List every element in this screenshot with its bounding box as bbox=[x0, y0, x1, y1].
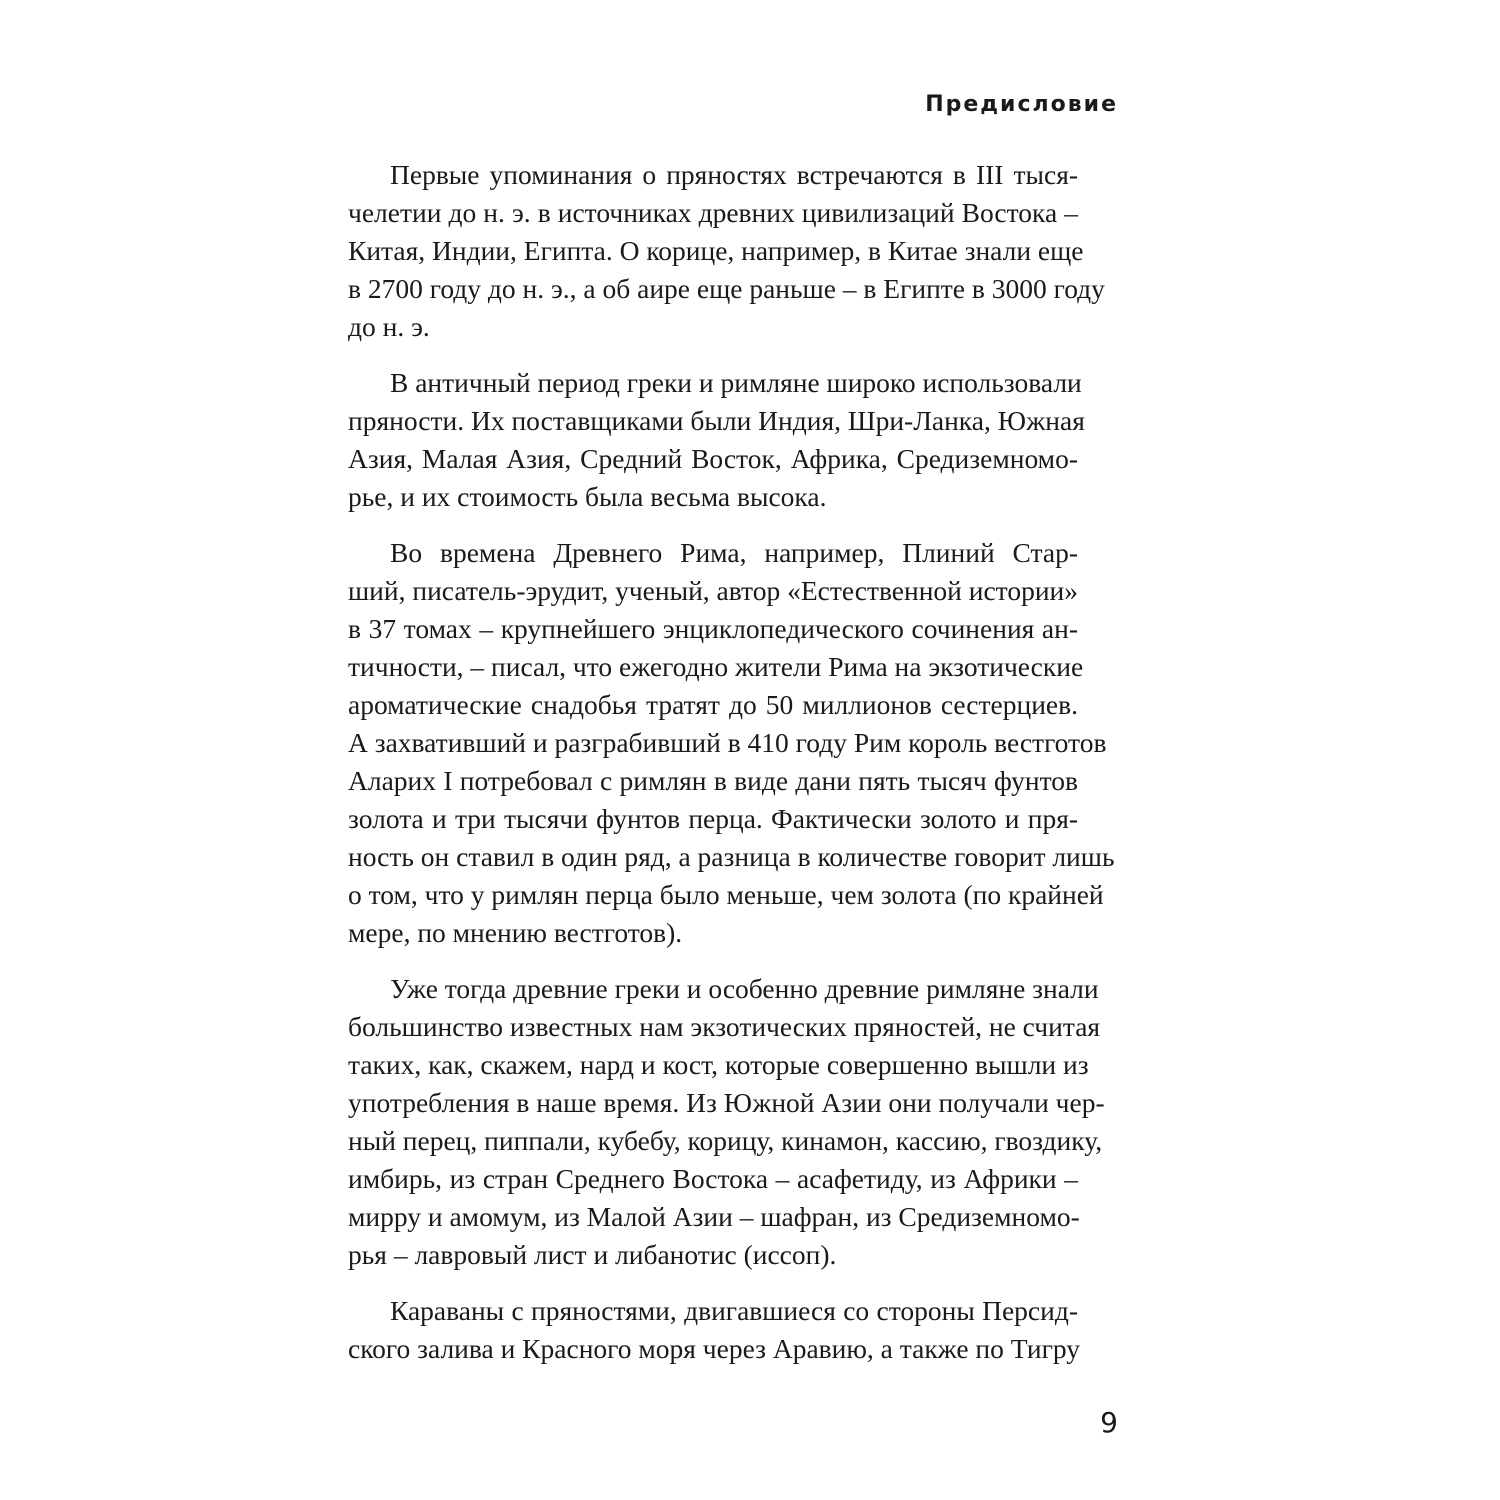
running-head: Предисловие bbox=[925, 92, 1118, 117]
paragraph-gap bbox=[348, 952, 1078, 970]
text-line: до н. э. bbox=[348, 311, 430, 342]
body-text bbox=[348, 156, 1115, 1368]
text-line: ароматические снадобья тратят до 50 миллионов сестерциев. bbox=[348, 689, 1078, 720]
text-line: Первые упоминания о пряностях встречаются в III тыся- bbox=[390, 159, 1078, 190]
text-line: ший, писатель-эрудит, ученый, автор «Естественной истории» bbox=[348, 575, 1079, 606]
paragraph bbox=[348, 364, 1085, 516]
text-line: ный перец, пиппали, кубебу, корицу, кинамон, кассию, гвоздику, bbox=[348, 1125, 1103, 1156]
text-line: употребления в наше время. Из Южной Азии они получали чер- bbox=[348, 1087, 1105, 1118]
text-line: А захвативший и разграбивший в 410 году Рим король вестготов bbox=[348, 727, 1107, 758]
paragraph bbox=[348, 156, 1105, 346]
text-line: пряности. Их поставщиками были Индия, Шри-Ланка, Южная bbox=[348, 405, 1085, 436]
text-line: мирру и амомум, из Малой Азии – шафран, из Средиземномо- bbox=[348, 1201, 1080, 1232]
text-line: Во времена Древнего Рима, например, Плиний Стар- bbox=[390, 537, 1078, 568]
text-line: тичности, – писал, что ежегодно жители Рима на экзотические bbox=[348, 651, 1084, 682]
paragraph bbox=[348, 534, 1115, 952]
text-line: челетии до н. э. в источниках древних цивилизаций Востока – bbox=[348, 197, 1078, 228]
paragraph bbox=[348, 1292, 1078, 1368]
text-line: Аларих I потребовал с римлян в виде дани пять тысяч фунтов bbox=[348, 765, 1078, 796]
text-line: мере, по мнению вестготов). bbox=[348, 917, 683, 948]
paragraph-gap bbox=[348, 1274, 1078, 1292]
text-line: имбирь, из стран Среднего Востока – асафетиду, из Африки – bbox=[348, 1163, 1078, 1194]
text-line: Уже тогда древние греки и особенно древние римляне знали bbox=[390, 973, 1099, 1004]
text-line: Китая, Индии, Египта. О корице, например, в Китае знали еще bbox=[348, 235, 1084, 266]
text-line: Азия, Малая Азия, Средний Восток, Африка, Средиземномо- bbox=[348, 443, 1078, 474]
text-line: золота и три тысячи фунтов перца. Фактически золото и пря- bbox=[348, 803, 1078, 834]
text-line: Караваны с пряностями, двигавшиеся со стороны Персид- bbox=[390, 1295, 1078, 1326]
text-line: большинство известных нам экзотических пряностей, не считая bbox=[348, 1011, 1101, 1042]
paragraph-gap bbox=[348, 346, 1078, 364]
text-line: рья – лавровый лист и либанотис (иссоп). bbox=[348, 1239, 837, 1270]
text-line: рье, и их стоимость была весьма высока. bbox=[348, 481, 827, 512]
text-line: о том, что у римлян перца было меньше, чем золота (по крайней bbox=[348, 879, 1104, 910]
page-number: 9 bbox=[1100, 1406, 1118, 1439]
paragraph bbox=[348, 970, 1105, 1274]
text-line: в 2700 году до н. э., а об аире еще раньше – в Египте в 3000 году bbox=[348, 273, 1105, 304]
text-line: таких, как, скажем, нард и кост, которые совершенно вышли из bbox=[348, 1049, 1089, 1080]
text-line: ность он ставил в один ряд, а разница в количестве говорит лишь bbox=[348, 841, 1115, 872]
paragraph-gap bbox=[348, 516, 1078, 534]
text-line: ского залива и Красного моря через Аравию, а также по Тигру bbox=[348, 1333, 1080, 1364]
text-line: в 37 томах – крупнейшего энциклопедического сочинения ан- bbox=[348, 613, 1078, 644]
text-line: В античный период греки и римляне широко использовали bbox=[390, 367, 1082, 398]
